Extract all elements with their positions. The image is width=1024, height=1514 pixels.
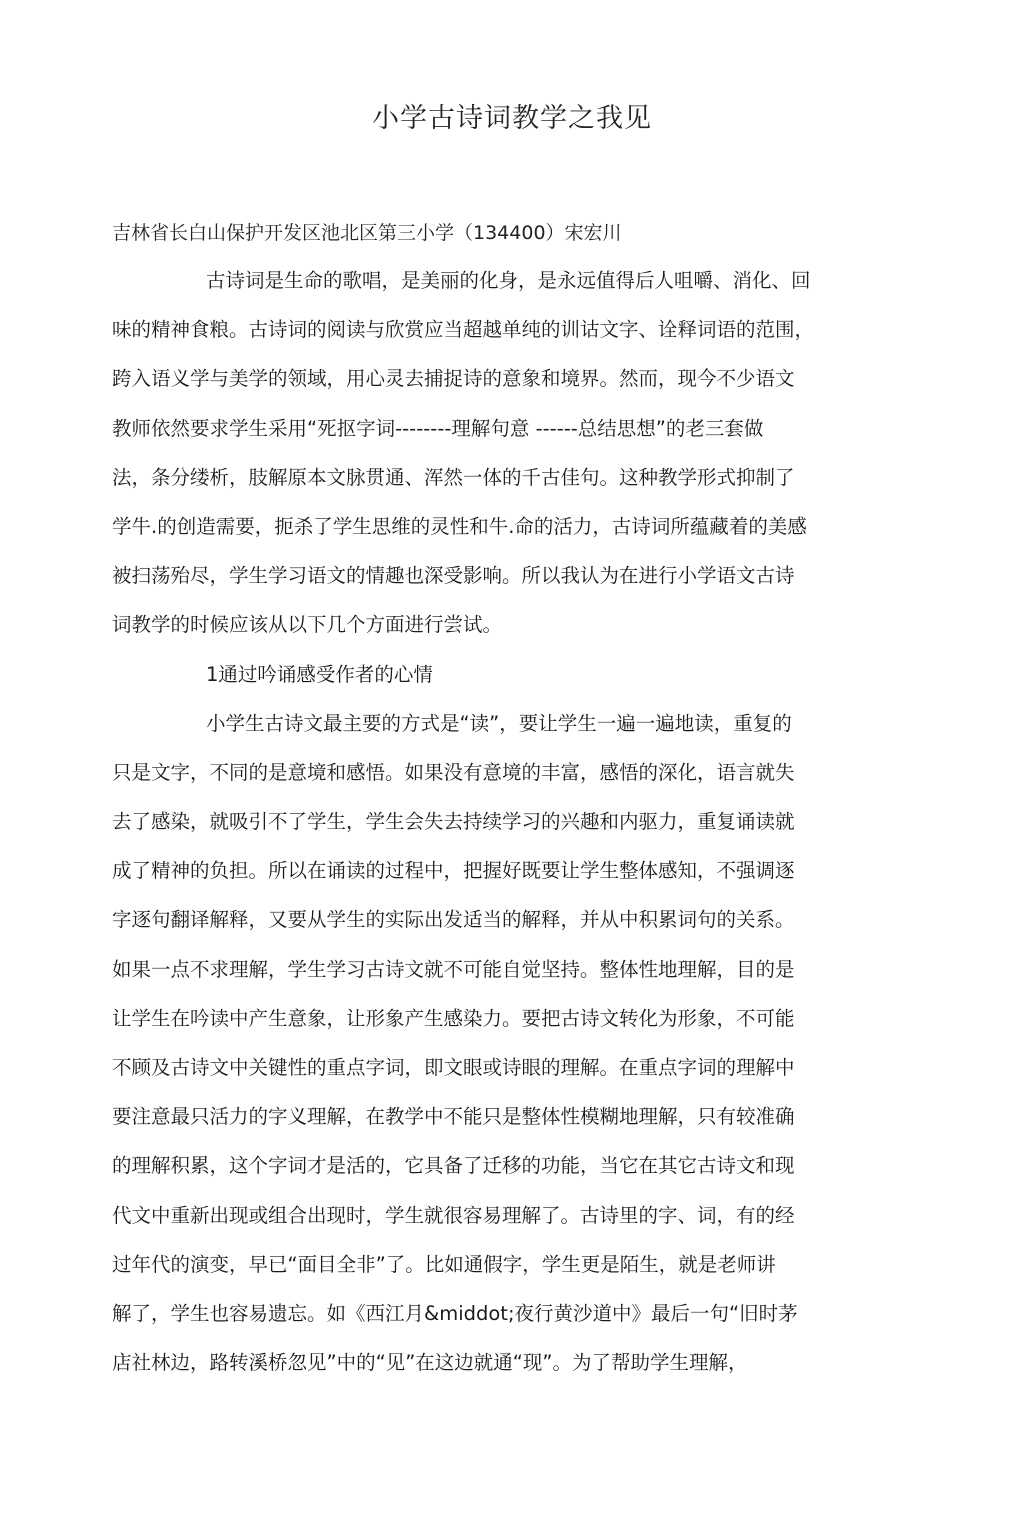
paragraph-line: 让学生在吟读中产生意象，让形象产生感染力。要把古诗文转化为形象，不可能 [112,1006,795,1030]
paragraph-line: 古诗词是生命的歌唱，是美丽的化身，是永远值得后人咀嚼、消化、回 [206,269,811,292]
paragraph-line: 被扫荡殆尽，学生学习语文的情趣也深受影响。所以我认为在进行小学语文古诗 [112,564,795,588]
paragraph-line: 味的精神食粮。古诗词的阅读与欣赏应当超越单纯的训诂文字、诠释词语的范围， [112,318,815,342]
paragraph-line: 去了感染，就吸引不了学生，学生会失去持续学习的兴趣和内驱力，重复诵读就 [112,810,795,834]
document-title: 小学古诗词教学之我见 [372,103,652,134]
document-body [112,262,882,1393]
paragraph-line: 代文中重新出现或组合出现时，学生就很容易理解了。古诗里的字、词，有的经 [112,1203,795,1227]
paragraph-line: 成了精神的负担。所以在诵读的过程中，把握好既要让学生整体感知，不强调逐 [112,859,795,883]
paragraph-line: 如果一点不求理解，学生学习古诗文就不可能自觉坚持。整体性地理解，目的是 [112,957,795,981]
paragraph-line: 店社林边，路转溪桥忽见”中的“见”在这边就通“现”。为了帮助学生理解， [112,1351,748,1375]
paragraph-line: 词教学的时候应该从以下几个方面进行尝试。 [112,613,503,637]
paragraph-line: 只是文字，不同的是意境和感悟。如果没有意境的丰富，感悟的深化，语言就失 [112,760,795,784]
paragraph-line: 不顾及古诗文中关键性的重点字词，即文眼或诗眼的理解。在重点字词的理解中 [112,1056,795,1079]
author-affiliation: 吉林省长白山保护开发区池北区第三小学（134400）宋宏川 [112,222,622,244]
paragraph-line: 小学生古诗文最主要的方式是“读”，要让学生一遍一遍地读，重复的 [206,711,792,735]
paragraph-line: 教师依然要求学生采用“死抠字词--------理解句意 ------总结思想”的老三套做 [112,416,764,440]
paragraph-line: 过年代的演变，早已“面目全非”了。比如通假字，学生更是陌生，就是老师讲 [112,1252,776,1276]
paragraph-line: 法，条分缕析，肢解原本文脉贯通、浑然一体的千古佳句。这种教学形式抑制了 [112,465,795,489]
paragraph-line: 字逐句翻译解释，又要从学生的实际出发适当的解释，并从中积累词句的关系。 [112,908,795,932]
paragraph-line: 学牛.的创造需要，扼杀了学生思维的灵性和牛.命的活力，古诗词所蕴藏着的美感 [112,514,807,538]
section-heading: 1通过吟诵感受作者的心情 [206,662,433,686]
paragraph-line: 的理解积累，这个字词才是活的，它具备了迁移的功能，当它在其它古诗文和现 [112,1154,795,1178]
paragraph-line: 解了，学生也容易遗忘。如《西江月&middot;夜行黄沙道中》最后一句“旧时茅 [112,1301,798,1325]
paragraph-line: 跨入语义学与美学的领域，用心灵去捕捉诗的意象和境界。然而，现今不少语文 [112,367,795,391]
paragraph-line: 要注意最只活力的字义理解，在教学中不能只是整体性模糊地理解，只有较准确 [112,1105,795,1129]
